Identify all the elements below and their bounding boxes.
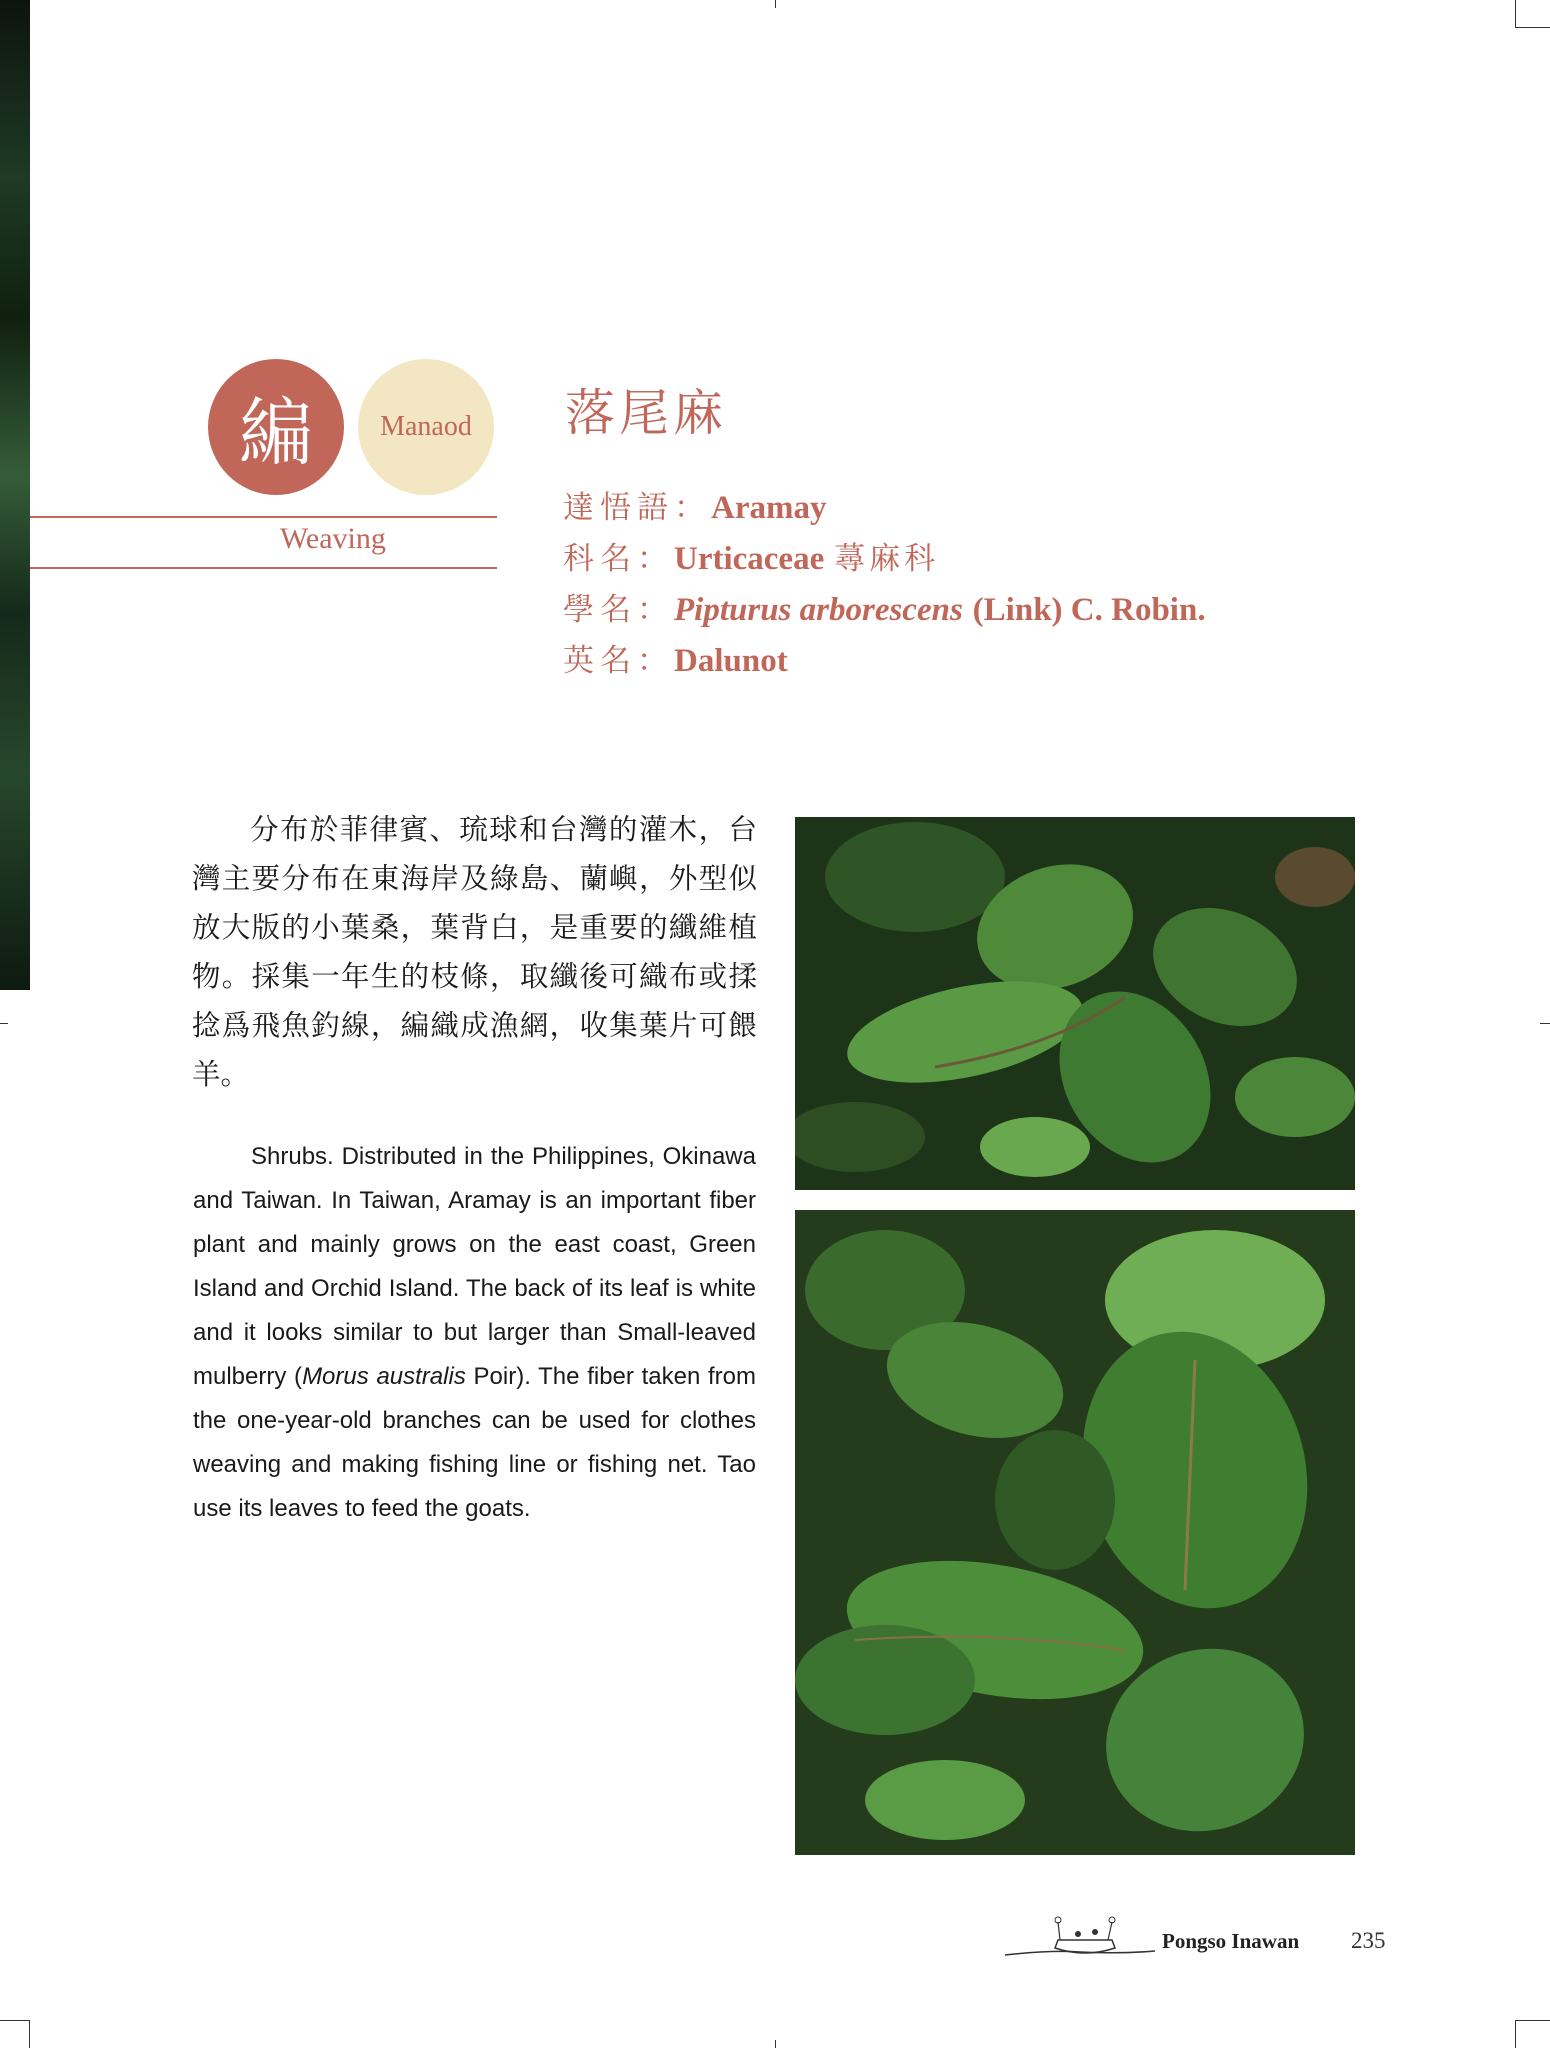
scientific-name-row xyxy=(563,584,1206,629)
family-label: 科名： xyxy=(563,541,674,577)
tao-name: Aramay xyxy=(711,490,827,526)
english-description-italic: Morus australis xyxy=(302,1363,466,1390)
family-row xyxy=(563,533,939,578)
crop-mark xyxy=(775,2040,776,2048)
category-english-label: Weaving xyxy=(280,522,386,555)
scientific-name: Pipturus arborescens xyxy=(674,592,963,628)
side-color-strip xyxy=(0,0,30,990)
crop-mark xyxy=(775,0,776,8)
page-number: 235 xyxy=(1351,1928,1386,1953)
divider-line xyxy=(30,567,497,569)
chinese-description: 分布於菲律賓、琉球和台灣的灌木，台灣主要分布在東海岸及綠島、蘭嶼，外型似放大版的小葉桑，葉背白，是重要的纖維植物。採集一年生的枝條，取纖後可織布或揉捻爲飛魚釣線，編織成漁網，收集葉片可餵羊。 xyxy=(192,813,757,1091)
crop-mark xyxy=(1540,1023,1550,1024)
category-char: 編 xyxy=(239,390,313,476)
category-native-label: Manaod xyxy=(380,411,472,442)
crop-mark xyxy=(0,2020,30,2021)
crop-mark xyxy=(1515,2020,1516,2048)
category-badge xyxy=(208,359,344,495)
crop-mark xyxy=(1515,2020,1550,2021)
english-description xyxy=(193,1135,756,1531)
category-native-badge xyxy=(358,359,494,495)
family-latin: Urticaceae xyxy=(674,541,825,577)
canoe-icon xyxy=(1000,1910,1160,1965)
crop-mark xyxy=(0,1023,8,1024)
crop-mark xyxy=(1515,27,1550,28)
family-chinese: 蕁麻科 xyxy=(834,541,940,577)
english-description-part2: Poir). The fiber taken from the one-year-old branches can be used for clothes weaving and making fishing line or fishing net. Tao use its leaves to feed the goats. xyxy=(193,1363,757,1522)
tao-name-row xyxy=(563,482,826,527)
tao-label: 達悟語： xyxy=(563,490,711,526)
english-name: Dalunot xyxy=(674,643,788,679)
plant-title: 落尾麻 xyxy=(565,384,727,442)
english-description-part1: Shrubs. Distributed in the Philippines, Okinawa and Taiwan. In Taiwan, Aramay is an important fiber plant and mainly grows on the east coast, Green Island and Orchid Island. The back of its leaf is white and it looks similar to but larger than Small-leaved mulberry ( xyxy=(193,1143,756,1390)
crop-mark xyxy=(29,2020,30,2048)
plant-photo-bottom xyxy=(795,1210,1355,1855)
scientific-label: 學名： xyxy=(563,592,674,628)
divider-line xyxy=(30,516,497,518)
book-title: Pongso Inawan xyxy=(1162,1929,1300,1953)
english-name-row xyxy=(563,635,788,680)
english-label: 英名： xyxy=(563,643,674,679)
crop-mark xyxy=(1515,0,1516,28)
plant-photo-top xyxy=(795,817,1355,1190)
scientific-author: (Link) C. Robin. xyxy=(972,592,1206,628)
